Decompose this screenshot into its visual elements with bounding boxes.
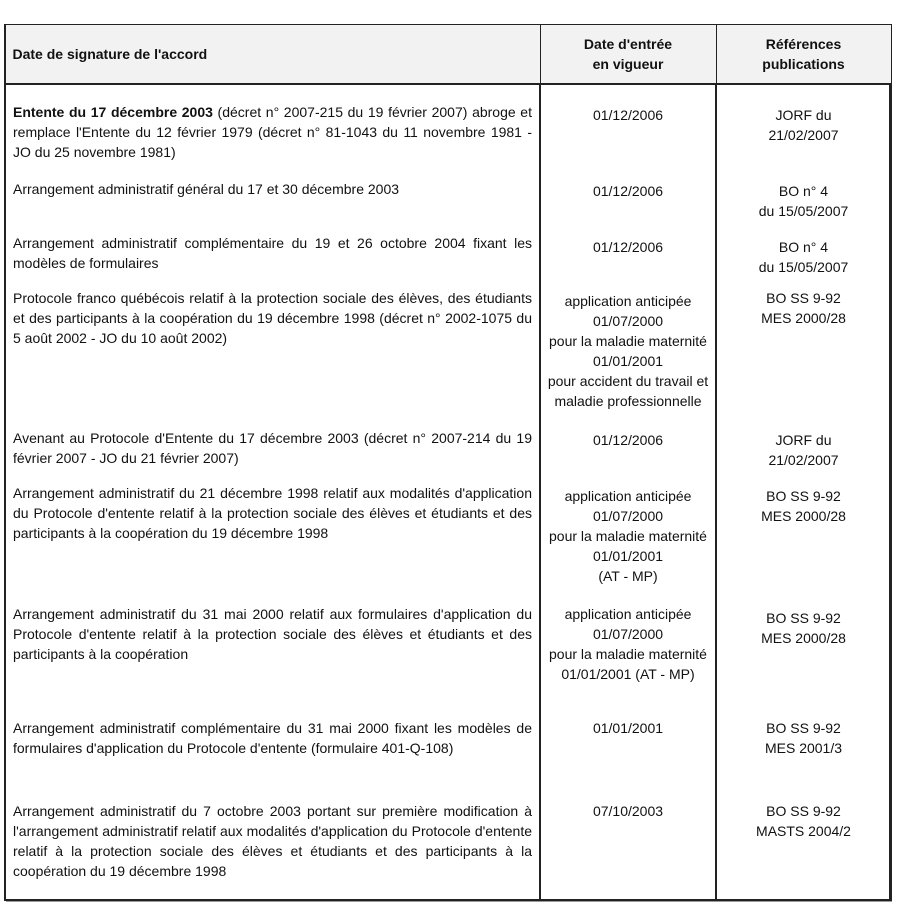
agreement-description: Arrangement administratif du 21 décembre 1998 relatif aux modalités d'application du Protocole d'entente relatif à la protection sociale des élèves et étudiants et des participants à la coopération du 19 décembre 1998 <box>5 478 540 596</box>
agreement-description: Arrangement administratif du 31 mai 2000 relatif aux formulaires d'application du Protocole d'entente relatif à la protection sociale des élèves et étudiants et des participants à la coopération <box>5 596 540 712</box>
effective-date: 01/12/2006 <box>540 422 716 478</box>
effective-date: 01/12/2006 <box>540 84 716 164</box>
publication-reference: BO SS 9-92 MES 2000/28 <box>716 281 891 422</box>
table-row <box>5 596 891 712</box>
table-row <box>5 281 891 422</box>
table-row <box>5 478 891 596</box>
publication-reference: JORF du 21/02/2007 <box>716 84 891 164</box>
agreements-table <box>4 24 892 901</box>
agreement-description: Arrangement administratif complémentaire du 19 et 26 octobre 2004 fixant les modèles de formulaires <box>5 223 540 281</box>
agreement-description: Arrangement administratif complémentaire du 31 mai 2000 fixant les modèles de formulaires d'application du Protocole d'entente (formulaire 401-Q-108) <box>5 712 540 792</box>
header-effective-date: Date d'entrée en vigueur <box>540 25 716 85</box>
table-row <box>5 712 891 792</box>
agreement-description: Entente du 17 décembre 2003 (décret n° 2007-215 du 19 février 2007) abroge et remplace l'Entente du 12 février 1979 (décret n° 81-1043 du 11 novembre 1981 - JO du 25 novembre 1981) <box>5 84 540 164</box>
header-signature-date: Date de signature de l'accord <box>5 25 540 85</box>
effective-date: application anticipée 01/07/2000 pour la maladie maternité 01/01/2001 pour accident du travail et maladie professionnelle <box>540 281 716 422</box>
effective-date: 01/12/2006 <box>540 223 716 281</box>
agreement-description: Avenant au Protocole d'Entente du 17 décembre 2003 (décret n° 2007-214 du 19 février 2007 - JO du 21 février 2007) <box>5 422 540 478</box>
publication-reference: BO SS 9-92 MES 2001/3 <box>716 712 891 792</box>
table-row <box>5 84 891 164</box>
header-publication-references: Références publications <box>716 25 891 85</box>
publication-reference: BO n° 4 du 15/05/2007 <box>716 164 891 223</box>
table-row <box>5 223 891 281</box>
agreement-description: Protocole franco québécois relatif à la protection sociale des élèves, des étudiants et des participants à la coopération du 19 décembre 1998 (décret n° 2002-1075 du 5 août 2002 - JO du 10 août 2002) <box>5 281 540 422</box>
effective-date: 01/12/2006 <box>540 164 716 223</box>
publication-reference: BO SS 9-92 MES 2000/28 <box>716 478 891 596</box>
agreement-description: Arrangement administratif général du 17 et 30 décembre 2003 <box>5 164 540 223</box>
table-row <box>5 792 891 900</box>
publication-reference: JORF du 21/02/2007 <box>716 422 891 478</box>
table-header-row <box>5 25 891 85</box>
publication-reference: BO SS 9-92 MASTS 2004/2 <box>716 792 891 900</box>
effective-date: 07/10/2003 <box>540 792 716 900</box>
table-row <box>5 422 891 478</box>
table-row <box>5 164 891 223</box>
publication-reference: BO SS 9-92 MES 2000/28 <box>716 596 891 712</box>
effective-date: application anticipée 01/07/2000 pour la maladie maternité 01/01/2001 (AT - MP) <box>540 596 716 712</box>
effective-date: 01/01/2001 <box>540 712 716 792</box>
effective-date: application anticipée 01/07/2000 pour la maladie maternité 01/01/2001 (AT - MP) <box>540 478 716 596</box>
agreement-description: Arrangement administratif du 7 octobre 2003 portant sur première modification à l'arrangement administratif relatif aux modalités d'application du Protocole d'entente relatif à la protection sociale des élèves et étudiants et des participants à la coopération du 19 décembre 1998 <box>5 792 540 900</box>
publication-reference: BO n° 4 du 15/05/2007 <box>716 223 891 281</box>
